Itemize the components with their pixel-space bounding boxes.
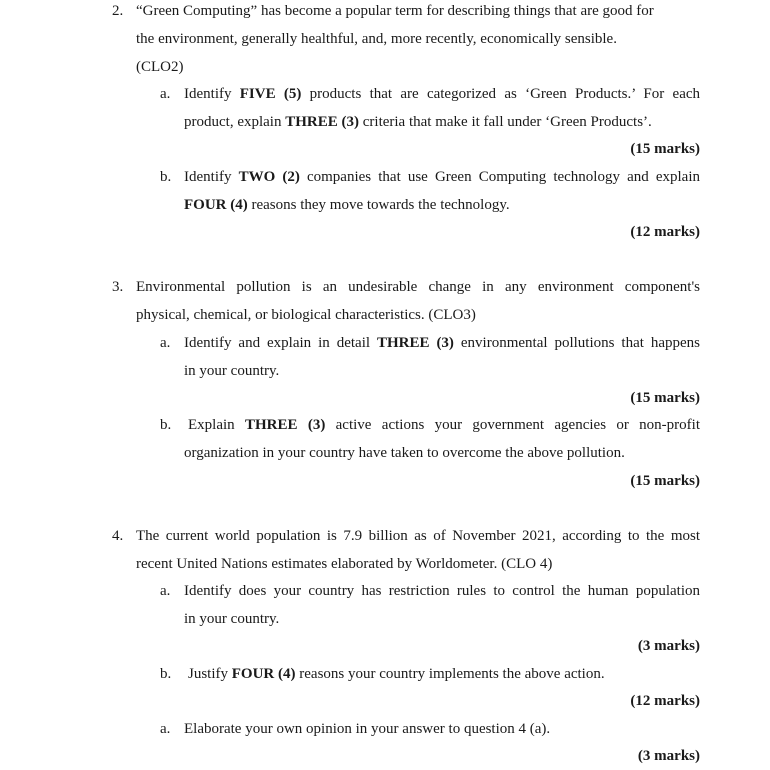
part-text-line: in your country. (184, 611, 280, 627)
part-text-line: Identify and explain in detail THREE (3) environmental pollutions that happens (184, 335, 700, 351)
marks-label: (3 marks) (637, 748, 700, 764)
marks-label: (15 marks) (630, 141, 700, 157)
part-label: a. (160, 583, 171, 599)
part-text-line: FOUR (4) reasons they move towards the technology. (184, 197, 510, 213)
marks-label: (3 marks) (637, 638, 700, 654)
question-stem-line: The current world population is 7.9 billion as of November 2021, according to the most (136, 528, 700, 544)
part-text-line: Explain THREE (3) active actions your government agencies or non-profit (188, 417, 701, 433)
part-label: a. (160, 721, 171, 737)
part-label: b. (160, 666, 172, 682)
part-text-line: product, explain THREE (3) criteria that make it fall under ‘Green Products’. (184, 114, 652, 130)
part-label: a. (160, 86, 171, 102)
question-number: 3. (112, 279, 124, 295)
marks-label: (15 marks) (630, 390, 700, 406)
part-text-line: in your country. (184, 363, 280, 379)
question-number: 2. (112, 3, 124, 19)
question-stem-line: the environment, generally healthful, and, more recently, economically sensible. (136, 31, 617, 47)
marks-label: (12 marks) (630, 693, 700, 709)
part-text-line: Identify does your country has restriction rules to control the human population (184, 583, 700, 599)
part-label: b. (160, 169, 172, 185)
question-stem-line: recent United Nations estimates elaborated by Worldometer. (CLO 4) (136, 556, 553, 572)
part-text-line: Identify FIVE (5) products that are categorized as ‘Green Products.’ For each (184, 86, 701, 102)
question-number: 4. (112, 528, 124, 544)
question-stem-line: (CLO2) (136, 59, 184, 75)
part-label: b. (160, 417, 172, 433)
part-label: a. (160, 335, 171, 351)
question-stem-line: physical, chemical, or biological characteristics. (CLO3) (136, 307, 476, 323)
marks-label: (12 marks) (630, 224, 700, 240)
question-stem-line: Environmental pollution is an undesirable change in any environment component's (136, 279, 700, 295)
part-text-line: Justify FOUR (4) reasons your country implements the above action. (188, 666, 605, 682)
part-text-line: Identify TWO (2) companies that use Green Computing technology and explain (184, 169, 700, 185)
part-text-line: organization in your country have taken to overcome the above pollution. (184, 445, 625, 461)
marks-label: (15 marks) (630, 473, 700, 489)
part-text-line: Elaborate your own opinion in your answer to question 4 (a). (184, 721, 551, 737)
question-stem-line: “Green Computing” has become a popular term for describing things that are good for (136, 3, 654, 19)
